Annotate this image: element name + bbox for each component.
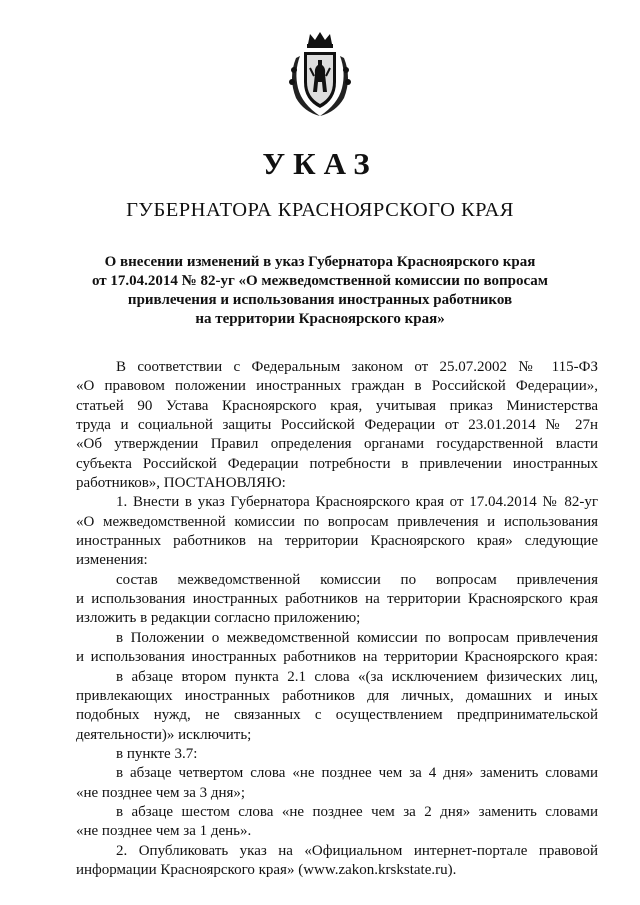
heading-line: от 17.04.2014 № 82-уг «О межведомственной комиссии по вопросам xyxy=(91,273,549,289)
document-body xyxy=(76,358,598,880)
body-line: информации Красноярского края» (www.zakon.krskstate.ru). xyxy=(76,861,457,878)
body-line: в Положении о межведомственной комиссии по вопросам привлечения xyxy=(116,629,598,646)
body-line: подобных нужд, не связанных с осуществлением предпринимательской xyxy=(76,707,598,724)
body-line: 1. Внести в указ Губернатора Красноярского края от 17.04.2014 № 82-уг xyxy=(116,494,598,511)
body-line: «Об утверждении Правил определения органами государственной власти xyxy=(76,436,598,453)
decree-subtitle: ГУБЕРНАТОРА КРАСНОЯРСКОГО КРАЯ xyxy=(126,199,514,221)
body-line: в абзаце втором пункта 2.1 слова «(за исключением физических лиц, xyxy=(116,668,598,685)
document-heading xyxy=(0,253,640,329)
body-line: состав межведомственной комиссии по вопросам привлечения xyxy=(116,571,598,588)
body-line: и использования иностранных работников на территории Красноярского края: xyxy=(76,649,598,666)
body-line: изменения: xyxy=(76,552,148,569)
body-line: привлекающих иностранных работников для личных, домашних и иных xyxy=(76,687,598,704)
body-line: изложить в редакции согласно приложению; xyxy=(76,610,361,627)
body-line: деятельности)» исключить; xyxy=(76,726,252,743)
body-line: «не позднее чем за 3 дня»; xyxy=(76,784,246,801)
heading-line: О внесении изменений в указ Губернатора Красноярского края xyxy=(104,254,536,270)
body-line: иностранных работников на территории Красноярского края» следующие xyxy=(76,533,598,550)
body-line: в пункте 3.7: xyxy=(116,745,198,762)
coat-of-arms-icon xyxy=(286,30,354,120)
heading-line: привлечения и использования иностранных работников xyxy=(127,292,513,308)
body-line: «не позднее чем за 1 день». xyxy=(76,823,252,840)
heading-line: на территории Красноярского края» xyxy=(195,311,445,327)
body-line: работников», ПОСТАНОВЛЯЮ: xyxy=(76,475,286,492)
body-line: в абзаце четвертом слова «не позднее чем за 4 дня» заменить словами xyxy=(116,765,598,782)
decree-title: УКАЗ xyxy=(262,146,378,181)
body-line: труда и социальной защиты Российской Федерации от 23.01.2014 № 27н xyxy=(76,417,598,434)
body-line: субъекта Российской Федерации потребности в привлечении иностранных xyxy=(76,455,598,472)
body-line: «О межведомственной комиссии по вопросам привлечения и использования xyxy=(76,513,598,530)
body-line: и использования иностранных работников на территории Красноярского края xyxy=(76,591,598,608)
body-line: статьей 90 Устава Красноярского края, учитывая приказ Министерства xyxy=(76,397,598,414)
body-line: «О правовом положении иностранных граждан в Российской Федерации», xyxy=(76,378,598,395)
body-line: В соответствии с Федеральным законом от 25.07.2002 № 115-ФЗ xyxy=(116,359,598,375)
body-line: 2. Опубликовать указ на «Официальном интернет-портале правовой xyxy=(116,842,598,859)
body-line: в абзаце шестом слова «не позднее чем за 2 дня» заменить словами xyxy=(116,803,598,820)
